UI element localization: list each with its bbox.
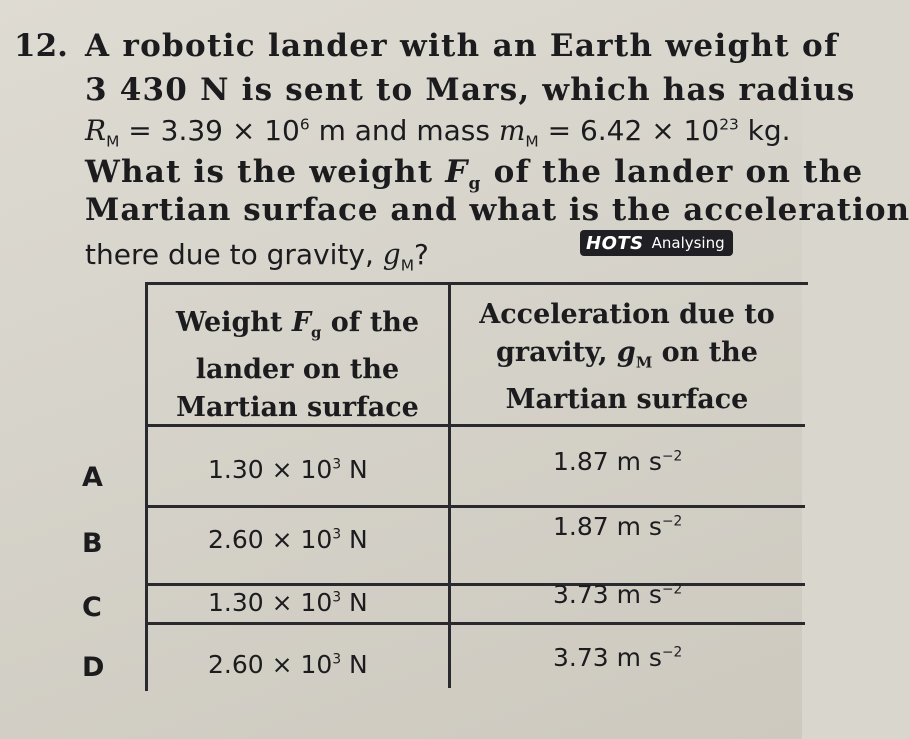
line4-text-end: of the lander on the bbox=[481, 154, 864, 190]
weight-cell bbox=[208, 650, 368, 679]
weight-exponent: 3 bbox=[332, 456, 342, 473]
header-accel-subscript: M bbox=[635, 353, 653, 372]
weight-mantissa: 2.60 × 10 bbox=[208, 525, 333, 554]
line6-question-mark: ? bbox=[414, 238, 429, 271]
header-weight-symbol: F bbox=[291, 307, 311, 338]
weight-cell bbox=[208, 588, 368, 617]
question-line-4 bbox=[85, 154, 863, 194]
question-line-1: A robotic lander with an Earth weight of bbox=[85, 28, 839, 64]
weight-exponent: 3 bbox=[332, 651, 342, 668]
table-row-divider bbox=[145, 622, 805, 625]
weight-mantissa: 1.30 × 10 bbox=[208, 455, 333, 484]
header-weight-subscript: g bbox=[311, 323, 322, 342]
radius-symbol: R bbox=[85, 114, 107, 147]
header-accel-post: on the bbox=[652, 337, 758, 368]
weight-cell bbox=[208, 525, 368, 554]
analysing-label: Analysing bbox=[651, 234, 725, 252]
mass-value: = 6.42 × 10 bbox=[538, 114, 720, 147]
header-accel-symbol: g bbox=[616, 337, 636, 368]
header-weight-line-3: Martian surface bbox=[176, 392, 419, 424]
table-row-divider bbox=[145, 583, 805, 586]
question-line-5: Martian surface and what is the acceleration bbox=[85, 192, 910, 228]
mass-symbol: m bbox=[498, 114, 526, 147]
weight-mantissa: 2.60 × 10 bbox=[208, 650, 333, 679]
header-acceleration bbox=[452, 296, 802, 419]
option-label: B bbox=[82, 528, 103, 559]
mass-subscript: M bbox=[525, 132, 539, 151]
hots-analysing-badge bbox=[580, 230, 733, 256]
acceleration-cell bbox=[553, 643, 682, 672]
radius-exponent: 6 bbox=[299, 115, 310, 134]
acceleration-exponent: −2 bbox=[661, 581, 683, 598]
option-label: C bbox=[82, 592, 102, 623]
acceleration-cell bbox=[553, 580, 682, 609]
weight-mantissa: 1.30 × 10 bbox=[208, 588, 333, 617]
header-weight bbox=[150, 304, 445, 427]
acceleration-value: 1.87 m s bbox=[553, 447, 662, 476]
question-number: 12. bbox=[14, 28, 68, 64]
radius-value: = 3.39 × 10 bbox=[119, 114, 300, 147]
acceleration-value: 3.73 m s bbox=[553, 643, 662, 672]
weight-exponent: 3 bbox=[332, 526, 342, 543]
weight-unit: N bbox=[341, 650, 368, 679]
weight-cell bbox=[208, 455, 368, 484]
gravity-symbol: g bbox=[382, 238, 401, 271]
header-weight-post: of the bbox=[321, 307, 420, 338]
weight-symbol: F bbox=[445, 154, 469, 190]
header-weight-line-1 bbox=[150, 304, 445, 351]
weight-unit: N bbox=[341, 588, 368, 617]
acceleration-exponent: −2 bbox=[661, 448, 683, 465]
header-accel-pre: gravity, bbox=[496, 337, 617, 368]
header-accel-line-3: Martian surface bbox=[505, 384, 749, 416]
header-weight-pre: Weight bbox=[175, 307, 292, 338]
header-weight-line-2: lander on the bbox=[195, 354, 400, 386]
weight-unit: N bbox=[341, 455, 368, 484]
header-accel-line-1: Acceleration due to bbox=[479, 299, 775, 330]
radius-unit: m and mass bbox=[309, 114, 499, 147]
radius-subscript: M bbox=[106, 132, 120, 151]
hots-label: HOTS bbox=[586, 232, 644, 254]
acceleration-value: 1.87 m s bbox=[553, 512, 662, 541]
acceleration-exponent: −2 bbox=[661, 644, 683, 661]
acceleration-cell bbox=[553, 512, 682, 541]
acceleration-exponent: −2 bbox=[661, 513, 683, 530]
question-line-6 bbox=[85, 238, 429, 275]
question-line-2: 3 430 N is sent to Mars, which has radius bbox=[85, 72, 856, 108]
option-label: A bbox=[82, 462, 103, 493]
weight-unit: N bbox=[341, 525, 368, 554]
mass-exponent: 23 bbox=[719, 115, 739, 134]
gravity-subscript: M bbox=[400, 256, 414, 275]
weight-exponent: 3 bbox=[332, 589, 342, 606]
header-accel-line-2 bbox=[452, 334, 802, 381]
mass-unit: kg. bbox=[738, 114, 791, 147]
line4-text: What is the weight bbox=[85, 154, 446, 190]
question-line-3 bbox=[85, 114, 791, 151]
table-column-divider bbox=[448, 282, 451, 688]
acceleration-value: 3.73 m s bbox=[553, 580, 662, 609]
option-label: D bbox=[82, 652, 105, 683]
table-row-divider bbox=[145, 505, 805, 508]
weight-subscript: g bbox=[468, 174, 482, 195]
line6-text: there due to gravity, bbox=[85, 238, 383, 271]
acceleration-cell bbox=[553, 447, 682, 476]
